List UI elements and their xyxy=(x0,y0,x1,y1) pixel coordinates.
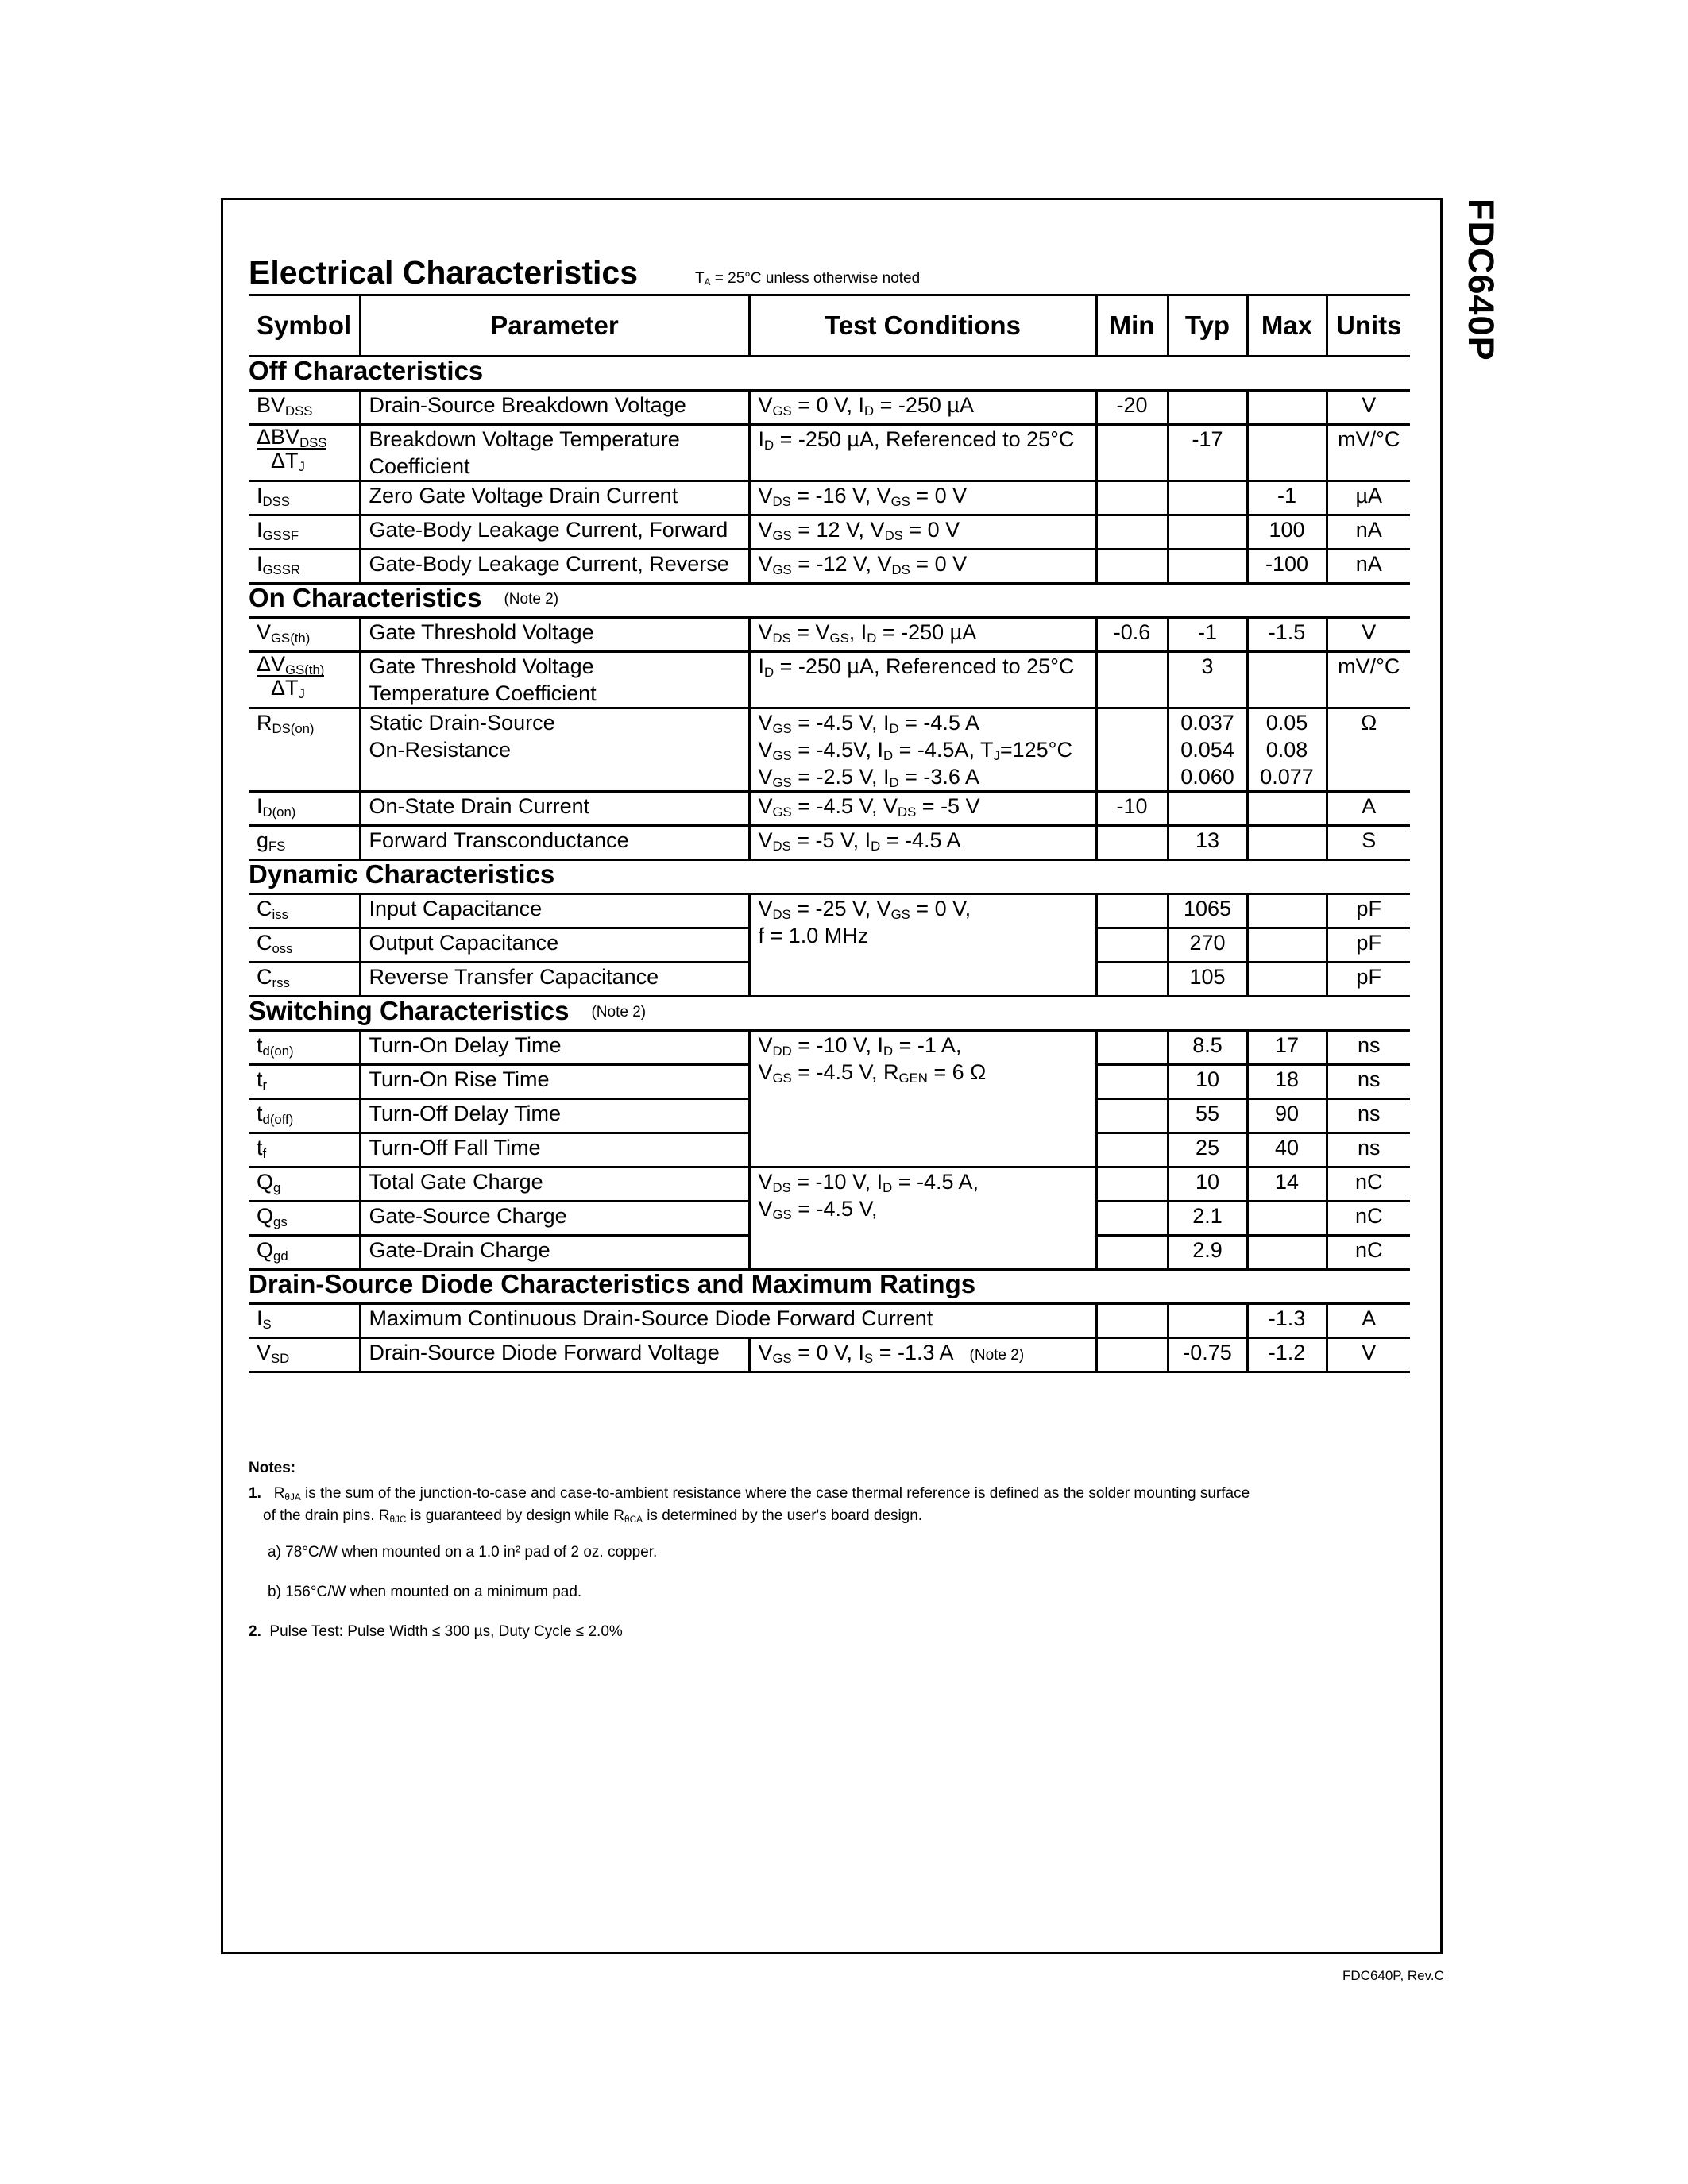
note-1b: b) 156°C/W when mounted on a minimum pad. xyxy=(268,1584,582,1600)
section-off: Off Characteristics xyxy=(249,357,1410,391)
section-diode: Drain-Source Diode Characteristics and Maximum Ratings xyxy=(249,1270,1410,1304)
note-2: 2. Pulse Test: Pulse Width ≤ 300 µs, Duty Cycle ≤ 2.0% xyxy=(249,1623,623,1640)
col-min: Min xyxy=(1096,295,1168,357)
page-title: Electrical Characteristics xyxy=(249,254,638,291)
table-row: $R_{DS(on)}$ Static Drain-Source On-Resistance $V_{GS} = -4.5$ V, $I_D = -4.5$ A $V_{GS} = -4.5V$, $I_D = -4.5A$, $T_J=125^\circ C$ $V_{GS} = -2.5$ V, $I_D = -3.6$ A 0.037 0.054 0.060 0.05 0.08 0.077 Ω xyxy=(249,708,1410,792)
table-row: $I_{DSS}$ Zero Gate Voltage Drain Current $V_{DS} = -16$ V, $V_{GS} = 0$ V -1 µA xyxy=(249,481,1410,515)
table-row: $C_{iss}$ Input Capacitance $V_{DS} = -25$ V, $V_{GS} = 0$ V, f = 1.0 MHz 1065 pF xyxy=(249,894,1410,928)
table-row: $I_{GSSF}$ Gate-Body Leakage Current, Forward $V_{GS} = 12$ V, $V_{DS} = 0$ V 100 nA xyxy=(249,515,1410,550)
table-row: $I_S$ Maximum Continuous Drain-Source Diode Forward Current -1.3 A xyxy=(249,1304,1410,1338)
col-parameter: Parameter xyxy=(360,295,749,357)
notes xyxy=(249,1457,1377,1643)
footer-revision: FDC640P, Rev.C xyxy=(1342,1968,1444,1983)
col-symbol: Symbol xyxy=(249,295,360,357)
characteristics-table xyxy=(249,294,1410,1373)
table-row: $BV_{DSS}$ Drain-Source Breakdown Voltage $V_{GS} = 0$ V, $I_D = -250$ µA -20 V xyxy=(249,391,1410,425)
table-row: $\frac{\Delta V_{GS(th)}}{\Delta T_J}$ Gate Threshold Voltage Temperature Coefficient $I_D = -250$ µA, Referenced to 25°C 3 mV/°C xyxy=(249,652,1410,708)
table-row: $I_{D(on)}$ On-State Drain Current $V_{GS} = -4.5$ V, $V_{DS} = -5$ V -10 A xyxy=(249,792,1410,826)
table-row: $\frac{\Delta BV_{DSS}}{\Delta T_J}$ Breakdown Voltage Temperature Coefficient $I_D = -250$ µA, Referenced to 25°C -17 mV/°C xyxy=(249,425,1410,481)
table-row: $t_{d(off)}$ Turn-Off Delay Time 55 90 ns xyxy=(249,1099,1410,1133)
table-row: $V_{GS(th)}$ Gate Threshold Voltage $V_{DS} = V_{GS}$, $I_D = -250$ µA -0.6 -1 -1.5 V xyxy=(249,618,1410,652)
section-dynamic: Dynamic Characteristics xyxy=(249,860,1410,894)
table-row: $t_r$ Turn-On Rise Time 10 18 ns xyxy=(249,1065,1410,1099)
table-row: $Q_g$ Total Gate Charge $V_{DS} = -10$ V, $I_D = -4.5$ A, $V_{GS} = -4.5$ V, 10 14 nC xyxy=(249,1167,1410,1202)
table-row: $C_{oss}$ Output Capacitance 270 pF xyxy=(249,928,1410,963)
section-switching: Switching Characteristics (Note 2) xyxy=(249,997,1410,1031)
note-1-cont: of the drain pins. $R_{\theta JC}$ is guaranteed by design while $R_{\theta CA}$ is determined by the user's board design. xyxy=(263,1507,923,1525)
col-typ: Typ xyxy=(1168,295,1247,357)
side-title: FDC640P xyxy=(1461,199,1501,361)
table-row: $t_f$ Turn-Off Fall Time 25 40 ns xyxy=(249,1133,1410,1167)
table-row: $Q_{gs}$ Gate-Source Charge 2.1 nC xyxy=(249,1202,1410,1236)
table-row: $I_{GSSR}$ Gate-Body Leakage Current, Reverse $V_{GS} = -12$ V, $V_{DS} = 0$ V -100 nA xyxy=(249,550,1410,584)
note-1: 1. $R_{\theta JA}$ is the sum of the junction-to-case and case-to-ambient resistance where the case thermal reference is defined as the solder mounting surface xyxy=(249,1485,1250,1503)
table-row: $C_{rss}$ Reverse Transfer Capacitance 105 pF xyxy=(249,963,1410,997)
note-1a: a) 78°C/W when mounted on a 1.0 in² pad of 2 oz. copper. xyxy=(268,1544,658,1561)
table-row: $t_{d(on)}$ Turn-On Delay Time $V_{DD} = -10$ V, $I_D = -1$ A, $V_{GS} = -4.5$ V, $R_{GEN} = 6$ Ω 8.5 17 ns xyxy=(249,1031,1410,1065)
table-header xyxy=(249,295,1410,357)
condition-note: $T_A = 25^\circ C$ unless otherwise noted xyxy=(695,270,921,287)
table-row: $V_{SD}$ Drain-Source Diode Forward Voltage $V_{GS} = 0$ V, $I_S = -1.3$ A (Note 2) -0.75 -1.2 V xyxy=(249,1338,1410,1372)
table-row: $g_{FS}$ Forward Transconductance $V_{DS} = -5$ V, $I_D = -4.5$ A 13 S xyxy=(249,826,1410,860)
col-test-conditions: Test Conditions xyxy=(749,295,1096,357)
table-row: $Q_{gd}$ Gate-Drain Charge 2.9 nC xyxy=(249,1236,1410,1270)
notes-title: Notes: xyxy=(249,1460,296,1476)
col-max: Max xyxy=(1247,295,1327,357)
col-units: Units xyxy=(1327,295,1410,357)
section-on: On Characteristics (Note 2) xyxy=(249,584,1410,618)
